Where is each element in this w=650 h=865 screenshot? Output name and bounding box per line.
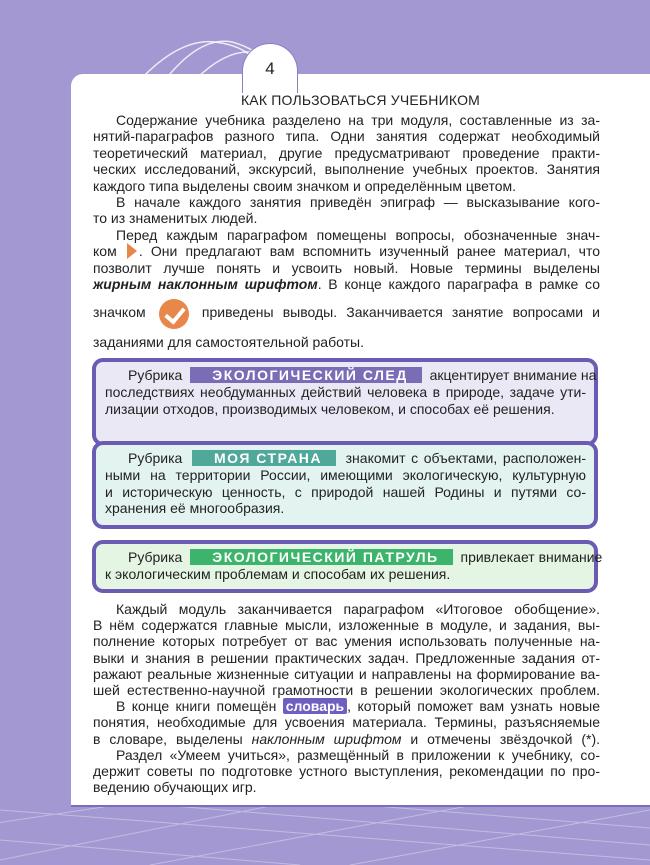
text-line: В начале каждого занятия приведён эпиграф — высказывание кого- bbox=[116, 194, 600, 211]
page-number: 4 bbox=[242, 43, 298, 93]
text-line: Раздел «Умеем учиться», размещённый в приложении к учебнику, со- bbox=[116, 746, 600, 763]
bold-italic-term: жирным наклонным шрифтом bbox=[93, 276, 318, 293]
text-line: теоретический материал, другие предусматривают проведение практи- bbox=[93, 144, 600, 161]
text-fragment: и отмечены звёздочкой (*). bbox=[410, 730, 601, 747]
text-line: Каждый модуль заканчивается параграфом «Итоговое обобщение». bbox=[116, 601, 600, 617]
rubric-tag: МОЯ СТРАНА bbox=[192, 450, 336, 466]
text-line bbox=[93, 276, 600, 292]
text-line: понятия, необходимые для усвоения материала. Термины, разъясняемые bbox=[93, 714, 600, 731]
text-fragment: . В конце каждого параграфа в рамке со bbox=[317, 276, 600, 293]
text-line: ражают реальные жизненные ситуации и направлены на формирование ва- bbox=[93, 665, 600, 682]
text-fragment: знакомит с объектами, расположен- bbox=[345, 450, 586, 466]
rubric-prefix: Рубрика bbox=[128, 450, 183, 466]
text-line: нятий-параграфов разного типа. Одни занятия содержат необходимый bbox=[93, 128, 600, 145]
orange-triangle-icon bbox=[127, 243, 137, 259]
text-line: то из знаменитых людей. bbox=[93, 210, 258, 227]
text-fragment: акцентирует внимание на bbox=[429, 367, 597, 383]
text-line: к экологическим проблемам и способам их решения. bbox=[105, 565, 451, 582]
intro-text bbox=[93, 112, 600, 350]
text-fragment: ком bbox=[93, 243, 117, 260]
text-fragment: . Они предлагают вам вспомнить изученный ранее материал, что bbox=[138, 243, 600, 260]
text-line: ческих исследований, экскурсий, выполнение учебных проектов. Занятия bbox=[93, 161, 600, 178]
text-line: полнение которых потребует от вас умения использовать полученные на- bbox=[93, 633, 600, 650]
rubric-box-eco-patrol bbox=[92, 540, 603, 593]
glossary-highlight: словарь bbox=[283, 698, 347, 714]
text-line: позволит лучше понять и усвоить новый. Новые термины выделены bbox=[93, 259, 600, 276]
text-line bbox=[93, 297, 600, 328]
text-fragment: привлекает внимание bbox=[460, 549, 603, 565]
text-line: Перед каждым параграфом помещены вопросы, обозначенные знач- bbox=[116, 226, 600, 243]
rubric-box-my-country bbox=[92, 441, 598, 529]
page-title: КАК ПОЛЬЗОВАТЬСЯ УЧЕБНИКОМ bbox=[240, 92, 481, 108]
rubric-prefix: Рубрика bbox=[128, 549, 183, 565]
rubric-tag: ЭКОЛОГИЧЕСКИЙ СЛЕД bbox=[190, 367, 422, 383]
text-fragment: , который поможет вам узнать новые bbox=[347, 698, 601, 715]
text-line: каждого типа выделены своим значком и определённым цветом. bbox=[93, 177, 517, 194]
text-line: хранения её многообразия. bbox=[105, 500, 285, 517]
text-line bbox=[93, 243, 600, 259]
text-line bbox=[93, 731, 600, 747]
decorative-arcs bbox=[0, 0, 650, 80]
text-fragment: приведены выводы. Заканчивается занятие вопросами и bbox=[201, 304, 600, 321]
text-line: В нём содержатся главные мысли, изложенные в модуле, и задания, вы- bbox=[93, 617, 600, 634]
text-line: последствиях необдуманных действий человека в природе, задаче ути- bbox=[105, 383, 586, 400]
orange-check-icon bbox=[159, 299, 189, 329]
text-line: и историческую ценность, с природой нашей Родины и путями со- bbox=[105, 483, 586, 500]
text-fragment: В конце книги помещён bbox=[116, 698, 277, 715]
text-line bbox=[105, 549, 603, 566]
rubric-tag: ЭКОЛОГИЧЕСКИЙ ПАТРУЛЬ bbox=[190, 549, 452, 565]
text-line: лизации отходов, производимых человеком, и способах её решения. bbox=[105, 400, 555, 417]
text-line: ведению обучающих игр. bbox=[93, 779, 257, 796]
text-line: ными на территории России, имеющими экологическую, культурную bbox=[105, 466, 586, 483]
text-fragment: значком bbox=[93, 304, 146, 321]
text-fragment: в словаре, выделены bbox=[93, 730, 243, 747]
text-line: шей естественно-научной грамотности в решении экологических проблем. bbox=[93, 682, 600, 699]
text-line bbox=[93, 698, 600, 714]
closing-text bbox=[93, 601, 600, 795]
text-line: заданиями для самостоятельной работы. bbox=[93, 333, 364, 350]
text-line: выки и знания в решении практических задач. Предложенные задания от- bbox=[93, 649, 600, 666]
italic-term: наклонным шрифтом bbox=[251, 730, 402, 747]
rubric-prefix: Рубрика bbox=[128, 367, 183, 383]
decorative-grid bbox=[0, 800, 650, 865]
rubric-box-ecological-footprint bbox=[92, 358, 598, 446]
text-line bbox=[105, 367, 597, 384]
text-line bbox=[105, 450, 586, 467]
text-line: держит советы по подготовке устного выступления, рекомендации по про- bbox=[93, 763, 600, 780]
text-line: Содержание учебника разделено на три модуля, составленные из за- bbox=[116, 112, 600, 128]
